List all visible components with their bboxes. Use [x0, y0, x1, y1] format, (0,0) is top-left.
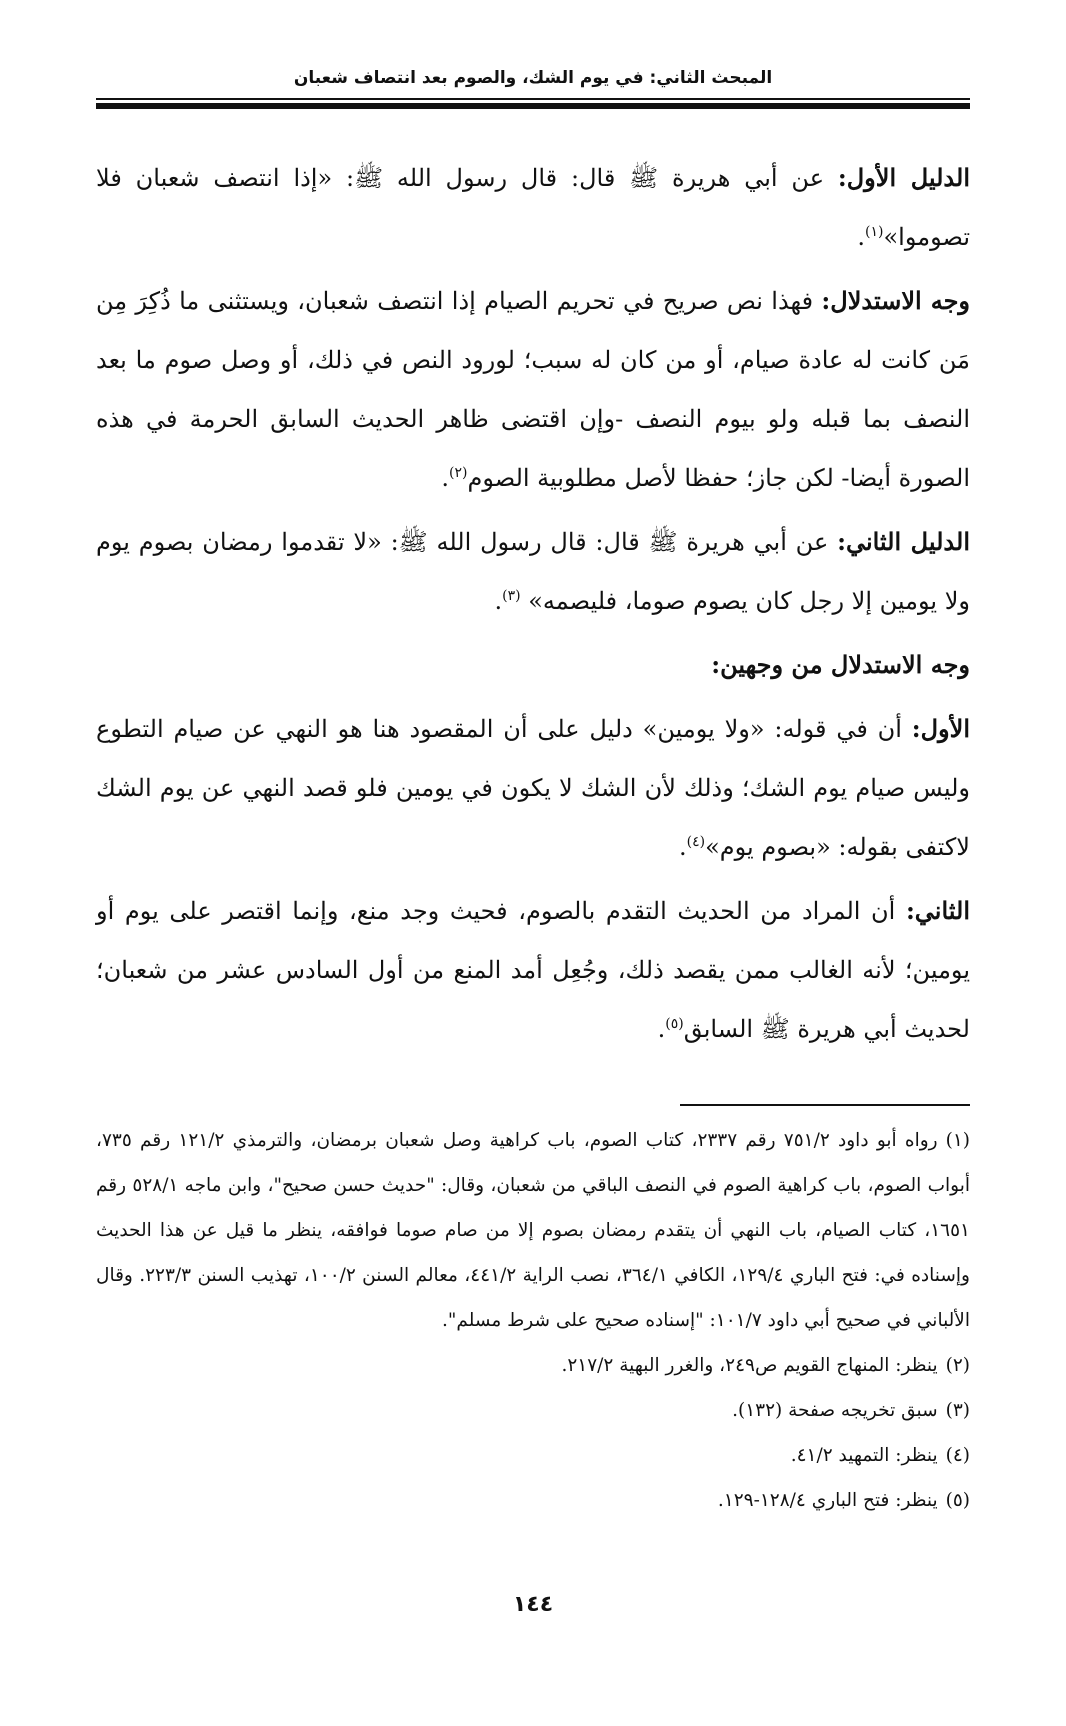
- footnote-item: [96, 1118, 970, 1343]
- paragraph-text: عن أبي هريرة ﷺ قال: قال رسول الله ﷺ: «لا تقدموا رمضان بصوم يوم ولا يومين إلا رجل كان يصوم صوما، فليصمه»: [96, 528, 970, 615]
- paragraph-text: عن أبي هريرة ﷺ قال: قال رسول الله ﷺ: «إذا انتصف شعبان فلا تصوموا»: [96, 164, 970, 251]
- paragraph-text: أن المراد من الحديث التقدم بالصوم، فحيث وجد منع، وإنما اقتصر على يوم أو يومين؛ لأنه الغالب ممن يقصد ذلك، وجُعِل أمد المنع من أول السادس عشر من شعبان؛ لحديث أبي هريرة ﷺ السابق: [96, 897, 970, 1043]
- footnote-text: سبق تخريجه صفحة (١٣٢).: [732, 1400, 938, 1421]
- paragraph-heading: وجه الاستدلال من وجهين:: [711, 650, 970, 679]
- footnote-reference[interactable]: (٥): [665, 1016, 684, 1032]
- footnote-text: ينظر: فتح الباري ١٢٨/٤-١٢٩.: [717, 1490, 938, 1511]
- header-rule-thin: [96, 98, 970, 100]
- footnote-item: [96, 1388, 970, 1433]
- footnote-number: (١): [945, 1130, 970, 1151]
- paragraph-second-evidence: [96, 512, 970, 631]
- footnote-number: (٢): [945, 1355, 970, 1376]
- paragraph-aspect-two: [96, 881, 970, 1059]
- paragraph-first-evidence: [96, 148, 970, 267]
- footnotes: [96, 1118, 970, 1523]
- body-text: [96, 148, 970, 1063]
- paragraph-end: .: [441, 464, 450, 492]
- paragraph-inference-heading: [96, 635, 970, 695]
- paragraph-first-inference: [96, 271, 970, 508]
- footnote-item: [96, 1433, 970, 1478]
- paragraph-text: أن في قوله: «ولا يومين» دليل على أن المقصود هنا هو النهي عن صيام التطوع وليس صيام يوم الشك؛ وذلك لأن الشك لا يكون في يومين فلو قصد النهي عن يوم الشك لاكتفى بقوله: «بصوم يوم»: [96, 715, 970, 861]
- footnote-text: ينظر: المنهاج القويم ص٢٤٩، والغرر البهية ٢١٧/٢.: [561, 1355, 938, 1376]
- footnote-reference[interactable]: (٣): [502, 588, 521, 604]
- footnote-number: (٣): [945, 1400, 970, 1421]
- paragraph-heading: الأول:: [911, 714, 970, 743]
- footnote-reference[interactable]: (٤): [686, 834, 706, 850]
- footnote-item: [96, 1478, 970, 1523]
- paragraph-end: .: [678, 833, 687, 861]
- footnote-number: (٤): [945, 1445, 970, 1466]
- paragraph-heading: وجه الاستدلال:: [821, 286, 971, 315]
- paragraph-heading: الدليل الأول:: [837, 163, 970, 192]
- footnote-divider: [680, 1104, 970, 1106]
- paragraph-heading: الثاني:: [905, 896, 971, 925]
- footnote-reference[interactable]: (١): [865, 224, 884, 240]
- running-header: المبحث الثاني: في يوم الشك، والصوم بعد انتصاف شعبان: [293, 68, 773, 88]
- footnote-item: [96, 1343, 970, 1388]
- footnote-reference[interactable]: (٢): [449, 465, 468, 481]
- footnote-number: (٥): [945, 1490, 970, 1511]
- paragraph-text: فهذا نص صريح في تحريم الصيام إذا انتصف شعبان، ويستثنى ما ذُكِرَ مِن مَن كانت له عادة صيام، أو من كان له سبب؛ لورود النص في ذلك، أو وصل صوم ما بعد النصف بما قبله ولو بيوم النصف -وإن اقتضى ظاهر الحديث السابق الحرمة في هذه الصورة أيضا- لكن جاز؛ حفظا لأصل مطلوبية الصوم: [96, 287, 970, 492]
- header-rule-thick: [96, 103, 970, 109]
- page-number: ١٤٤: [512, 1592, 554, 1617]
- paragraph-heading: الدليل الثاني:: [837, 527, 970, 556]
- footnote-text: ينظر: التمهيد ٤١/٢.: [790, 1445, 938, 1466]
- paragraph-aspect-one: [96, 699, 970, 877]
- paragraph-end: .: [857, 223, 866, 251]
- footnote-text: رواه أبو داود ٧٥١/٢ رقم ٢٣٣٧، كتاب الصوم، باب كراهية وصل شعبان برمضان، والترمذي ١٢١/٢ رقم ٧٣٥، أبواب الصوم، باب كراهية الصوم في النصف الباقي من شعبان، وقال: "حديث حسن صحيح"، وابن ماجه ٥٢٨/١ رقم ١٦٥١، كتاب الصيام، باب النهي أن يتقدم رمضان بصوم إلا من صام صوما فوافقه، ينظر ما قيل عن هذا الحديث وإسناده في: فتح الباري ١٢٩/٤، الكافي ٣٦٤/١، نصب الراية ٤٤١/٢، معالم السنن ١٠٠/٢، تهذيب السنن ٢٢٣/٣. وقال الألباني في صحيح أبي داود ١٠١/٧: "إسناده صحيح على شرط مسلم".: [96, 1130, 970, 1331]
- paragraph-end: .: [657, 1015, 666, 1043]
- paragraph-end: .: [494, 587, 503, 615]
